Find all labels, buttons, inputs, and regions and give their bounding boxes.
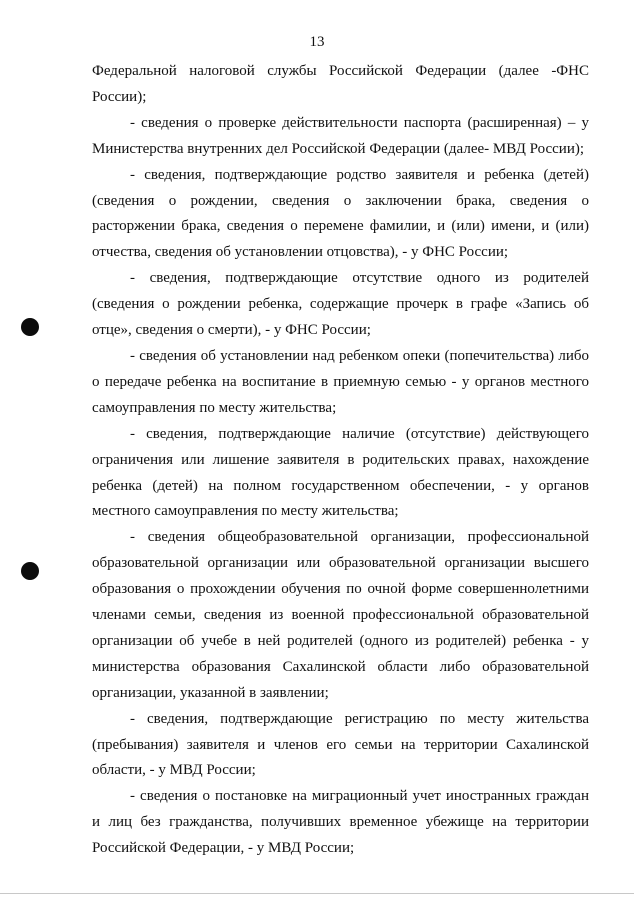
paragraph-continuation: Федеральной налоговой службы Российской Федерации (далее -ФНС России); <box>92 63 589 105</box>
list-item-parental-rights: - сведения, подтверждающие наличие (отсутствие) действующего ограничения или лишение заявителя в родительских правах, нахождение ребенка (детей) на полном государственном обеспечении, - у органов местного самоуправления по месту жительства; <box>92 425 589 520</box>
list-item-registration: - сведения, подтверждающие регистрацию по месту жительства (пребывания) заявителя и членов его семьи на территории Сахалинской области, - у МВД России; <box>92 710 589 779</box>
list-item-guardianship: - сведения об установлении над ребенком опеки (попечительства) либо о передаче ребенка на воспитание в приемную семью - у органов местного самоуправления по месту жительства; <box>92 347 589 416</box>
list-item-passport-check: - сведения о проверке действительности паспорта (расширенная) – у Министерства внутренних дел Российской Федерации (далее- МВД России); <box>92 114 589 157</box>
list-item-migration: - сведения о постановке на миграционный учет иностранных граждан и лиц без гражданства, получивших временное убежище на территории Российской Федерации, - у МВД России; <box>92 788 589 857</box>
page-number: 13 <box>309 34 325 50</box>
page-bottom-edge <box>0 893 634 894</box>
list-item-absent-parent: - сведения, подтверждающие отсутствие одного из родителей (сведения о рождении ребенка, содержащие прочерк в графе «Запись об отце», сведения о смерти), - у ФНС России; <box>92 270 589 339</box>
list-item-education: - сведения общеобразовательной организации, профессиональной образовательной организации или образовательной организации высшего образования о прохождении обучения по очной форме совершеннолетними членами семьи, сведения из военной профессиональной образовательной организации об учебе в ней родителей (одного из родителей) ребенка - у министерства образования Сахалинской области либо образовательной организации, указанной в заявлении; <box>92 529 589 701</box>
punch-hole-top <box>21 318 39 336</box>
list-item-kinship: - сведения, подтверждающие родство заявителя и ребенка (детей) (сведения о рождении, сведения о заключении брака, сведения о расторжении брака, сведения о перемене фамилии, и (или) имени, и (или) отчества, сведения об установлении отцовства), - у ФНС России; <box>92 166 589 261</box>
punch-hole-bottom <box>21 562 39 580</box>
document-body <box>92 59 589 862</box>
